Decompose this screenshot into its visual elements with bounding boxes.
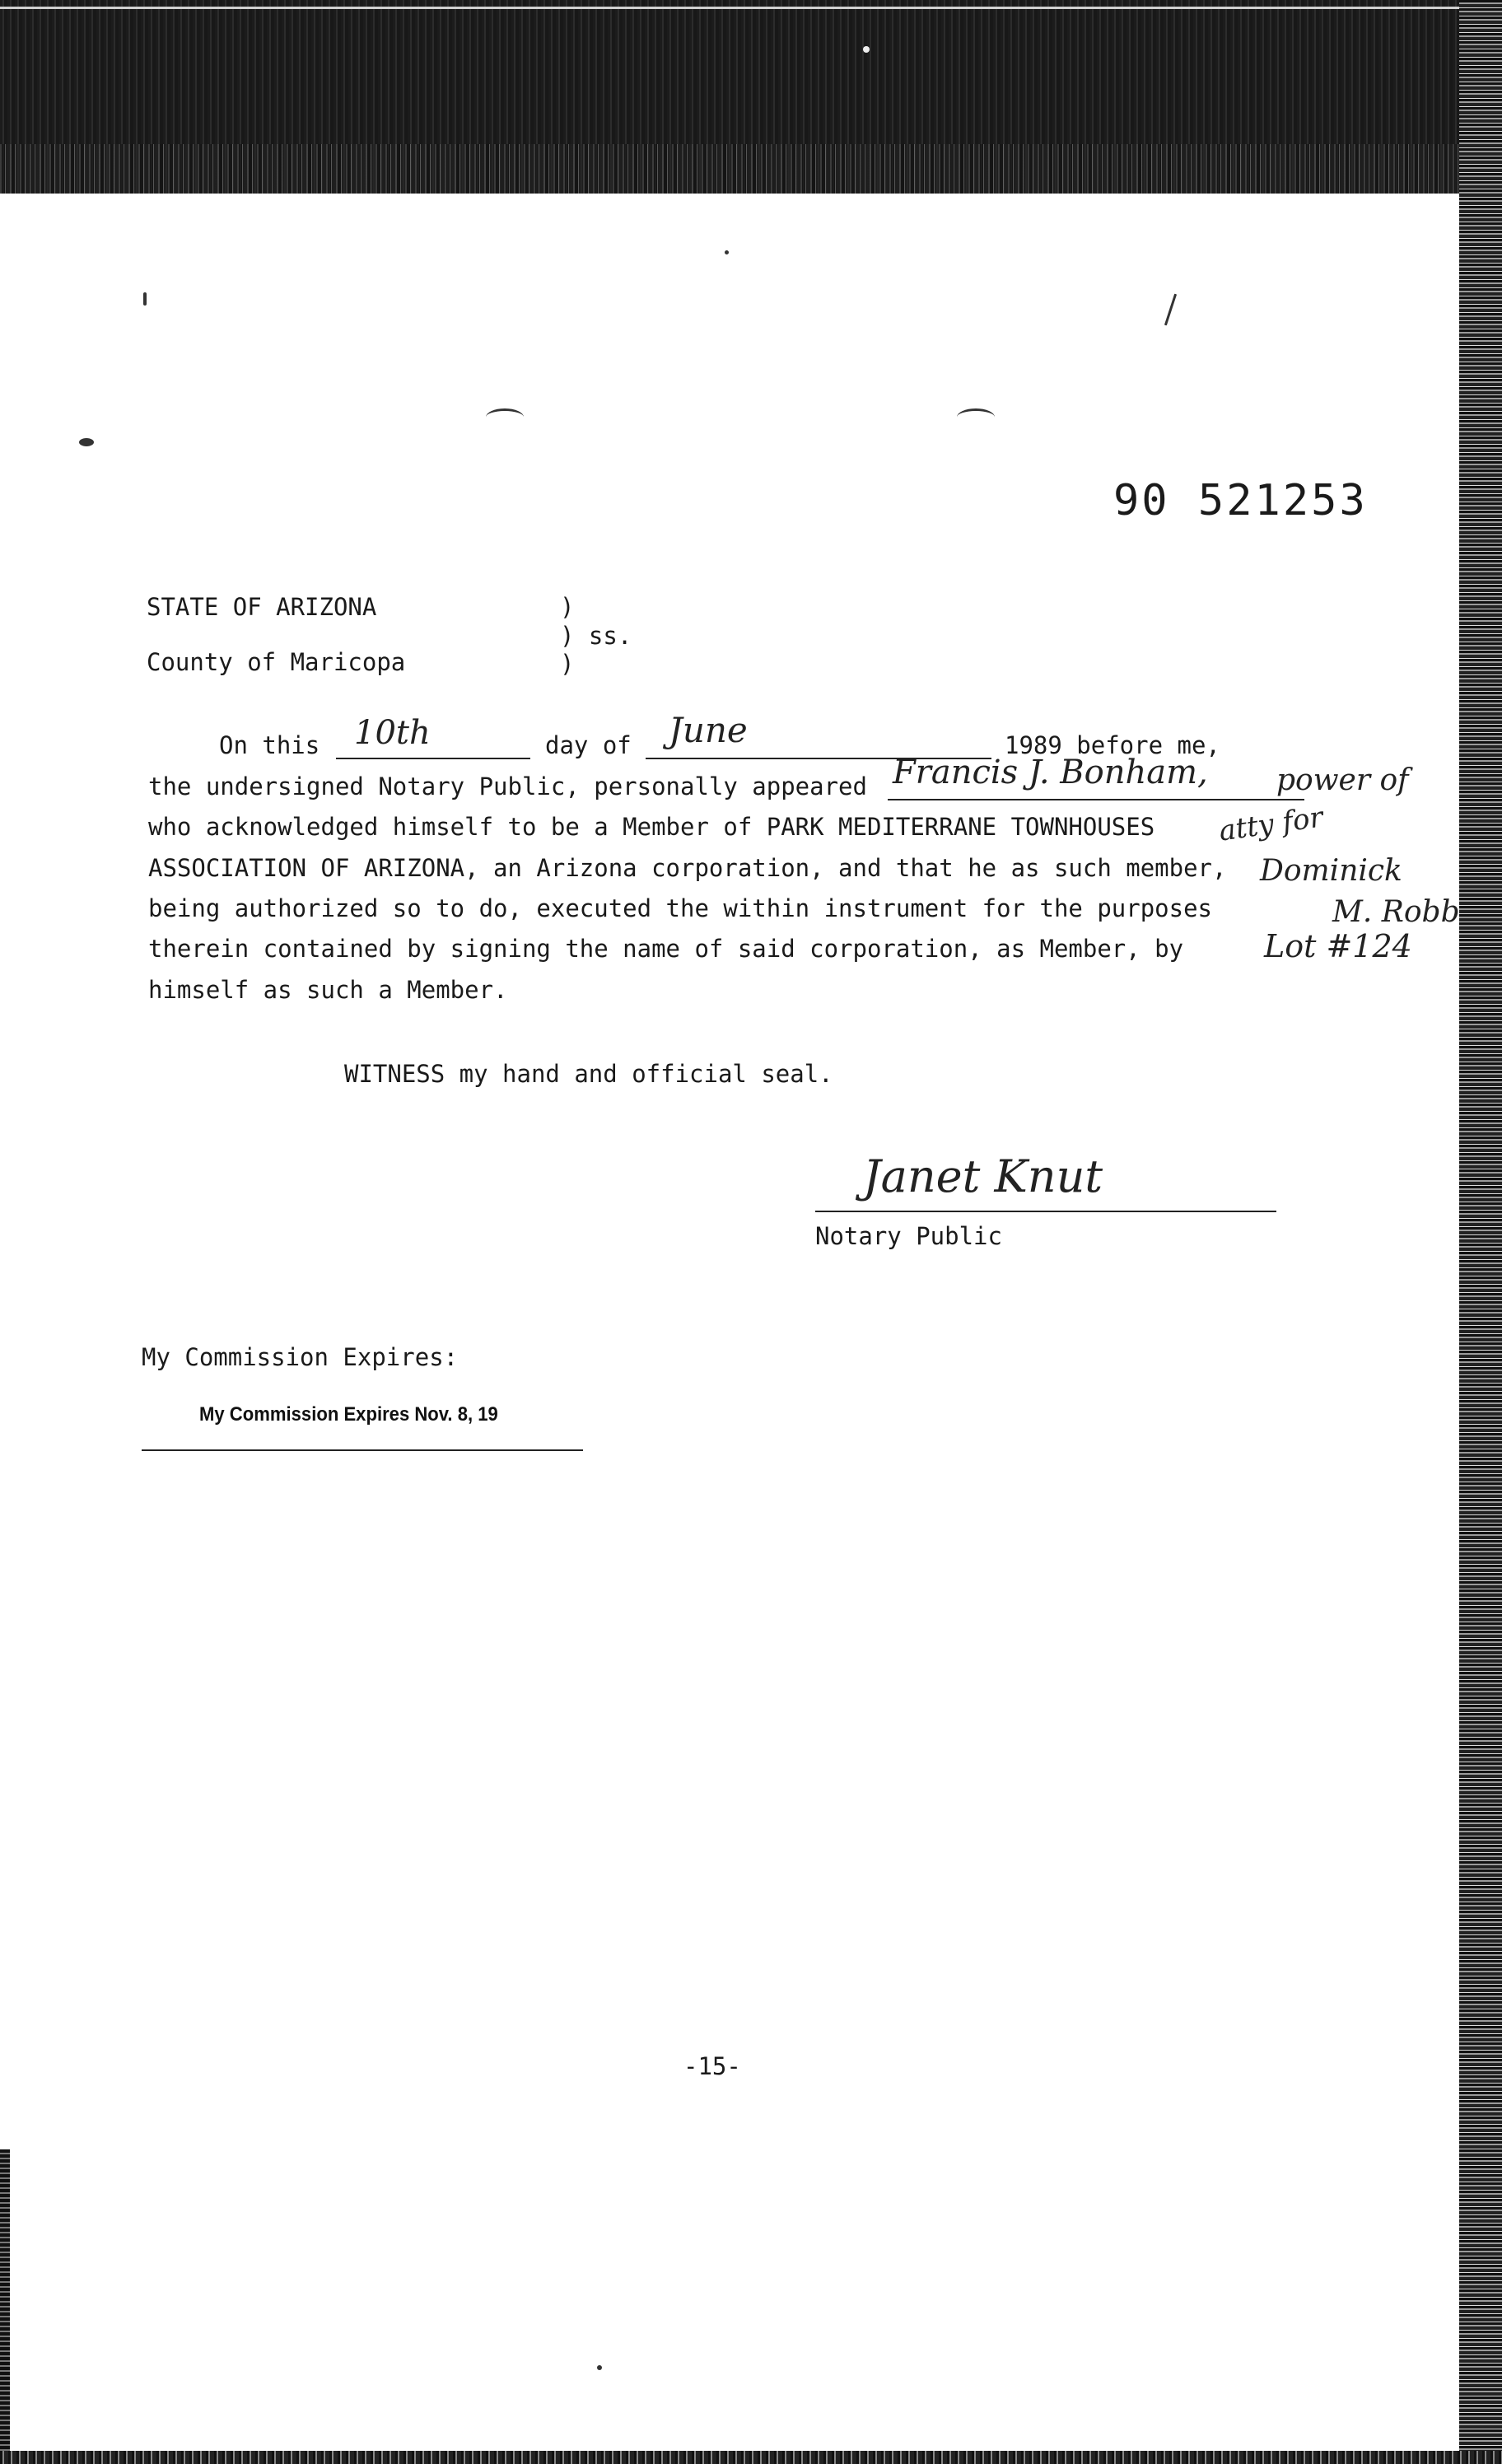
scan-border-bottom bbox=[0, 2451, 1502, 2464]
commission-stamp: My Commission Expires Nov. 8, 19 bbox=[199, 1403, 498, 1426]
body-line: the undersigned Notary Public, personally appeared bbox=[148, 772, 867, 800]
on-this-label: On this bbox=[219, 731, 320, 759]
body-line: himself as such a Member. bbox=[148, 976, 508, 1004]
body-line: who acknowledged himself to be a Member of PARK MEDITERRANE TOWNHOUSES bbox=[148, 813, 1155, 841]
day-handwriting: 10th bbox=[354, 714, 431, 752]
body-line: ASSOCIATION OF ARIZONA, an Arizona corporation, and that he as such member, bbox=[148, 854, 1227, 882]
scan-speck bbox=[725, 250, 729, 254]
scan-border-right bbox=[1459, 0, 1502, 2464]
margin-note-line: power of bbox=[1276, 763, 1409, 797]
scan-border-top bbox=[0, 0, 1502, 194]
appeared-name-handwriting: Francis J. Bonham, bbox=[893, 754, 1208, 791]
hole-punch-mark bbox=[486, 408, 524, 426]
signature-line bbox=[815, 1211, 1276, 1212]
notary-label: Notary Public bbox=[815, 1222, 1002, 1250]
commission-label: My Commission Expires: bbox=[142, 1343, 459, 1371]
notary-signature: Janet Knut bbox=[863, 1150, 1103, 1202]
scan-border-left bbox=[0, 2149, 10, 2464]
commission-line bbox=[142, 1449, 583, 1451]
scan-speck bbox=[79, 438, 94, 446]
margin-note-line: Lot #124 bbox=[1264, 928, 1412, 964]
scan-speck bbox=[597, 2365, 602, 2370]
name-blank bbox=[888, 799, 1304, 800]
witness-line: WITNESS my hand and official seal. bbox=[344, 1060, 833, 1088]
day-blank bbox=[336, 758, 530, 759]
document-number: 90 521253 bbox=[1113, 476, 1368, 525]
venue-county: County of Maricopa bbox=[147, 648, 406, 676]
margin-note-line: atty for bbox=[1216, 800, 1326, 848]
venue-ss: ) ss. bbox=[560, 622, 632, 650]
scan-speck bbox=[863, 46, 870, 53]
year-text: 1989 before me, bbox=[1005, 731, 1220, 759]
venue-state: STATE OF ARIZONA bbox=[147, 593, 377, 621]
body-line: being authorized so to do, executed the within instrument for the purposes bbox=[148, 894, 1213, 922]
scan-speck bbox=[143, 292, 147, 306]
body-line: therein contained by signing the name of said corporation, as Member, by bbox=[148, 935, 1184, 963]
scan-speck bbox=[1164, 294, 1177, 326]
month-handwriting: June bbox=[669, 710, 748, 750]
day-of-label: day of bbox=[545, 731, 632, 759]
margin-note-line: Dominick bbox=[1260, 854, 1402, 888]
venue-bracket: ) bbox=[560, 593, 575, 621]
margin-note-line: M. Robb bbox=[1332, 895, 1460, 929]
scan-line bbox=[0, 7, 1502, 9]
venue-bracket: ) bbox=[560, 650, 575, 678]
hole-punch-mark bbox=[957, 408, 995, 426]
page-number: -15- bbox=[683, 2052, 741, 2080]
